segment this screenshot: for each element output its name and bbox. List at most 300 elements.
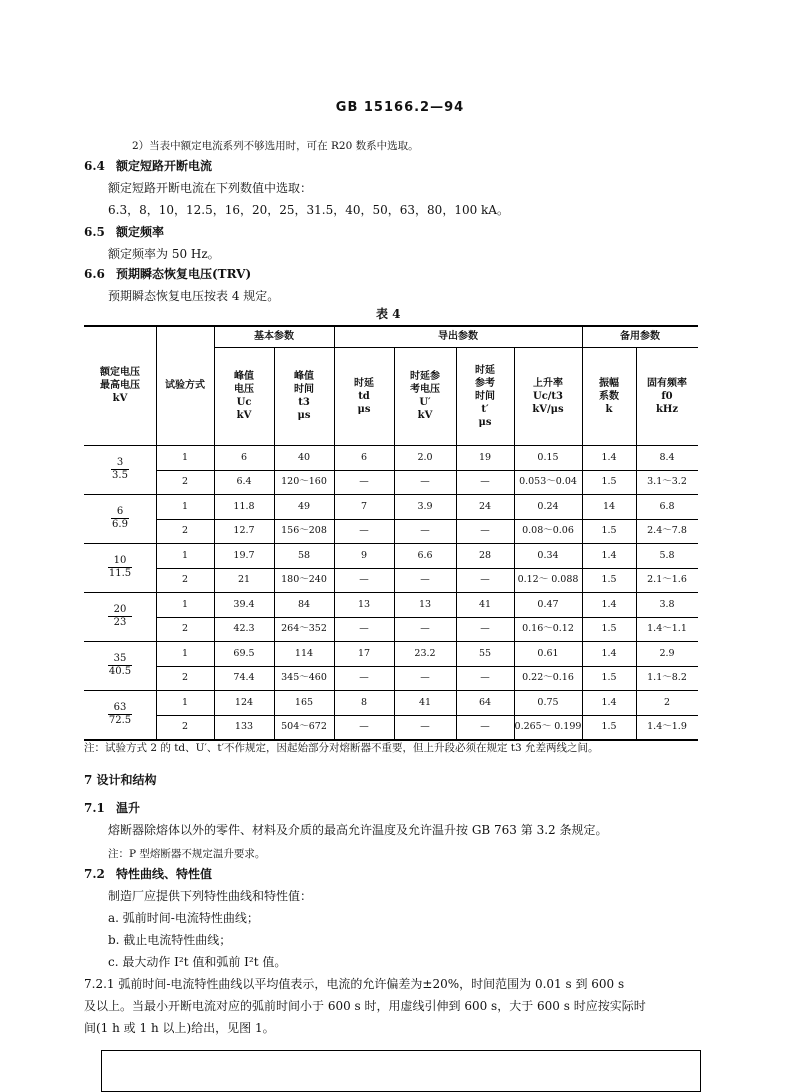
- table-cell: [394, 494, 456, 519]
- table-cell: [636, 543, 698, 568]
- table-cell: [582, 617, 636, 642]
- group-header-label: 备用参数: [620, 330, 660, 342]
- column-header: [394, 347, 456, 445]
- table-cell: [214, 494, 274, 519]
- max-voltage: 3.5: [112, 470, 128, 481]
- column-header-line: μs: [297, 410, 311, 421]
- voltage-fraction: [103, 653, 137, 678]
- table-cell: [394, 666, 456, 691]
- table-cell: [394, 568, 456, 593]
- table-title: 表 4: [376, 307, 401, 321]
- cell-value: 156～208: [281, 525, 327, 537]
- table-cell: [582, 641, 636, 666]
- max-voltage: 40.5: [108, 666, 132, 677]
- cell-value: 133: [234, 721, 254, 733]
- cell-value: 0.61: [537, 647, 559, 659]
- column-header-line: μs: [357, 403, 371, 415]
- cell-value: 345～460: [281, 672, 327, 684]
- table-cell: [394, 445, 456, 470]
- column-header-line: kV: [417, 410, 433, 421]
- table-cell: [334, 470, 394, 495]
- table-cell: [274, 568, 334, 593]
- table-cell: [636, 519, 698, 544]
- table-cell: [514, 445, 582, 470]
- cell-value: 1.4: [601, 647, 617, 659]
- cell-value: 42.3: [233, 623, 255, 635]
- section-7-2-number: 7.2: [84, 867, 105, 881]
- column-header-line: 峰值: [234, 371, 254, 382]
- table-cell: [456, 543, 514, 568]
- table-cell: [274, 641, 334, 666]
- max-voltage: 6.9: [112, 519, 128, 530]
- group-header: [582, 325, 698, 347]
- table-cell: [636, 592, 698, 617]
- column-header-line: 固有频率: [647, 377, 687, 389]
- column-header: [274, 347, 334, 445]
- column-header-line: 时延参: [410, 371, 440, 382]
- table-cell: [456, 666, 514, 691]
- cell-value: 2: [181, 525, 189, 537]
- cell-value: —: [359, 623, 369, 635]
- section-6-6-title: 预期瞬态恢复电压(TRV): [116, 267, 252, 281]
- table-cell: [394, 690, 456, 715]
- table-cell: [274, 519, 334, 544]
- cell-value: 19: [478, 451, 492, 463]
- cell-value: 165: [294, 696, 314, 708]
- cell-value: 0.265～ 0.199: [514, 721, 582, 733]
- max-voltage: 11.5: [108, 568, 132, 579]
- table-cell: [274, 494, 334, 519]
- column-header-line: 振幅: [599, 377, 619, 389]
- cell-value: —: [480, 525, 490, 537]
- voltage-cell: [84, 690, 156, 739]
- cell-value: 120～160: [281, 476, 327, 488]
- table-cell: [394, 543, 456, 568]
- column-header: [84, 325, 156, 445]
- table-cell: [514, 592, 582, 617]
- column-header-line: 最高电压: [100, 379, 140, 391]
- table-cell: [514, 470, 582, 495]
- table-cell: [582, 592, 636, 617]
- voltage-fraction: [106, 506, 134, 531]
- column-header-line: 参考: [475, 377, 495, 389]
- column-header: [582, 347, 636, 445]
- table-cell: [156, 617, 214, 642]
- cell-value: 28: [478, 549, 492, 561]
- table-cell: [394, 519, 456, 544]
- cell-value: —: [420, 623, 430, 635]
- cell-value: 1.5: [601, 623, 617, 635]
- table-cell: [456, 715, 514, 740]
- cell-value: 2: [181, 476, 189, 488]
- table-cell: [636, 617, 698, 642]
- column-header: [514, 347, 582, 445]
- cell-value: 1.4: [601, 451, 617, 463]
- table-cell: [636, 568, 698, 593]
- column-header-line: U′: [419, 397, 431, 408]
- table-cell: [334, 568, 394, 593]
- cell-value: 1.5: [601, 672, 617, 684]
- cell-value: 2.0: [417, 451, 433, 463]
- cell-value: 180～240: [281, 574, 327, 586]
- section-6-5-title: 额定频率: [116, 225, 165, 239]
- table-cell: [456, 445, 514, 470]
- cell-value: 6.6: [417, 549, 433, 561]
- column-header-line: Uc/t3: [532, 390, 564, 402]
- cell-value: 0.22～0.16: [522, 672, 574, 684]
- section-7-2-1-line2: 及以上。当最小开断电流对应的弧前时间小于 600 s 时，用虚线引伸到 600 s，大于 600 s 时应按实际时: [84, 999, 646, 1013]
- table-cell: [214, 666, 274, 691]
- section-7-1-number: 7.1: [84, 801, 105, 815]
- table-cell: [582, 470, 636, 495]
- cell-value: 3.8: [659, 598, 675, 610]
- cell-value: 2: [181, 623, 189, 635]
- cell-value: 55: [478, 647, 492, 659]
- table-cell: [456, 592, 514, 617]
- table-cell: [334, 543, 394, 568]
- cell-value: 6: [240, 451, 248, 463]
- table-cell: [456, 690, 514, 715]
- list-item-c: c. 最大动作 I²t 值和弧前 I²t 值。: [108, 955, 287, 969]
- table-cell: [156, 592, 214, 617]
- table-cell: [274, 690, 334, 715]
- cell-value: 6.8: [659, 500, 675, 512]
- section-6-6-number: 6.6: [84, 267, 105, 281]
- cell-value: 1.4～1.9: [647, 721, 687, 733]
- column-header-line: td: [358, 390, 370, 402]
- table-cell: [156, 519, 214, 544]
- group-header: [334, 325, 582, 347]
- table-note: 注：试验方式 2 的 td、U′、t′不作规定，因起始部分对熔断器不重要，但上升段必须在规定 t3 允差两线之间。: [84, 742, 599, 754]
- table-cell: [456, 617, 514, 642]
- cell-value: 1: [181, 451, 189, 463]
- table-cell: [274, 666, 334, 691]
- table-cell: [514, 690, 582, 715]
- table-cell: [214, 641, 274, 666]
- cell-value: —: [420, 672, 430, 684]
- column-header-line: μs: [478, 416, 492, 428]
- cell-value: 1.4: [601, 598, 617, 610]
- table-cell: [456, 519, 514, 544]
- column-header: [334, 347, 394, 445]
- table-cell: [274, 470, 334, 495]
- voltage-cell: [84, 641, 156, 690]
- cell-value: 124: [234, 696, 254, 708]
- cell-value: 1.5: [601, 525, 617, 537]
- cell-value: 114: [294, 647, 314, 659]
- group-header-label: 基本参数: [254, 330, 294, 342]
- table-cell: [636, 445, 698, 470]
- column-header-line: 考电压: [410, 384, 440, 395]
- table-cell: [334, 445, 394, 470]
- rated-voltage: 63: [108, 702, 133, 715]
- table-cell: [582, 445, 636, 470]
- section-7-2-1-line3: 间(1 h 或 1 h 以上)给出，见图 1。: [84, 1021, 275, 1035]
- section-6-4-values: 6.3，8，10，12.5，16，20，25，31.5，40，50，63，80，100 kA。: [108, 203, 509, 217]
- section-7-2-1-line1: 7.2.1 弧前时间-电流特性曲线以平均值表示，电流的允许偏差为±20%，时间范围为 0.01 s 到 600 s: [84, 977, 625, 991]
- table-cell: [156, 715, 214, 740]
- column-header-line: 电压: [234, 384, 254, 395]
- table-cell: [394, 715, 456, 740]
- table-cell: [156, 445, 214, 470]
- table-cell: [156, 470, 214, 495]
- cell-value: 7: [360, 500, 368, 512]
- cell-value: —: [359, 574, 369, 586]
- table-cell: [274, 715, 334, 740]
- table-cell: [214, 592, 274, 617]
- voltage-cell: [84, 543, 156, 592]
- table-cell: [156, 641, 214, 666]
- cell-value: 0.24: [537, 500, 559, 512]
- column-header-line: Uc: [236, 397, 252, 408]
- table-cell: [636, 470, 698, 495]
- cell-value: —: [420, 721, 430, 733]
- cell-value: 3.1～3.2: [647, 476, 687, 488]
- cell-value: 6: [360, 451, 368, 463]
- max-voltage: 23: [113, 617, 127, 628]
- column-header-line: 额定电压: [100, 366, 140, 378]
- cell-value: 1.5: [601, 574, 617, 586]
- cell-value: 9: [360, 549, 368, 561]
- table-cell: [214, 519, 274, 544]
- cell-value: —: [480, 476, 490, 488]
- cell-value: 504～672: [281, 721, 327, 733]
- section-6-4-number: 6.4: [84, 159, 105, 173]
- rated-voltage: 6: [111, 506, 129, 519]
- table-cell: [456, 641, 514, 666]
- cell-value: 6.4: [236, 476, 252, 488]
- section-6-5-number: 6.5: [84, 225, 105, 239]
- cell-value: 2: [663, 696, 671, 708]
- column-header-line: k: [605, 403, 613, 415]
- table-cell: [214, 543, 274, 568]
- table-cell: [156, 666, 214, 691]
- cell-value: 2: [181, 672, 189, 684]
- cell-value: 5.8: [659, 549, 675, 561]
- cell-value: 14: [602, 500, 616, 512]
- table-cell: [636, 641, 698, 666]
- group-header-label: 导出参数: [438, 330, 478, 342]
- table-cell: [636, 715, 698, 740]
- table-cell: [214, 470, 274, 495]
- table-cell: [214, 715, 274, 740]
- table-cell: [274, 617, 334, 642]
- cell-value: —: [480, 623, 490, 635]
- column-header: [214, 347, 274, 445]
- cell-value: —: [420, 476, 430, 488]
- cell-value: —: [420, 574, 430, 586]
- rated-voltage: 35: [108, 653, 133, 666]
- voltage-fraction: [103, 702, 137, 727]
- cell-value: —: [359, 476, 369, 488]
- page-header: GB 15166.2—94: [335, 100, 465, 115]
- column-header-line: kV/μs: [532, 403, 564, 415]
- column-header: [636, 347, 698, 445]
- table-cell: [156, 494, 214, 519]
- cell-value: 13: [418, 598, 432, 610]
- column-header: [456, 347, 514, 445]
- table-4: [84, 325, 698, 735]
- cell-value: 12.7: [233, 525, 255, 537]
- cell-value: 24: [478, 500, 492, 512]
- section-7-2-text: 制造厂应提供下列特性曲线和特性值：: [108, 889, 313, 903]
- cell-value: 21: [237, 574, 251, 586]
- voltage-cell: [84, 494, 156, 543]
- table-cell: [334, 592, 394, 617]
- column-header-line: 系数: [599, 390, 619, 402]
- cell-value: 11.8: [233, 500, 255, 512]
- cell-value: 64: [478, 696, 492, 708]
- cell-value: 1.5: [601, 721, 617, 733]
- cell-value: 3.9: [417, 500, 433, 512]
- cell-value: 69.5: [233, 647, 255, 659]
- cell-value: 40: [297, 451, 311, 463]
- table-cell: [456, 470, 514, 495]
- cell-value: 0.34: [537, 549, 559, 561]
- cell-value: 8.4: [659, 451, 675, 463]
- rated-voltage: 3: [111, 457, 129, 470]
- cell-value: —: [359, 672, 369, 684]
- table-cell: [334, 690, 394, 715]
- table-cell: [156, 568, 214, 593]
- cell-value: 1: [181, 647, 189, 659]
- cell-value: —: [480, 672, 490, 684]
- cell-value: 1.4～1.1: [647, 623, 687, 635]
- column-header-line: 上升率: [533, 377, 563, 389]
- cell-value: 0.15: [537, 451, 559, 463]
- column-header-line: 时间: [294, 384, 314, 395]
- cell-value: 84: [297, 598, 311, 610]
- table-cell: [582, 543, 636, 568]
- table-cell: [514, 715, 582, 740]
- table-cell: [334, 715, 394, 740]
- max-voltage: 72.5: [108, 715, 132, 726]
- cell-value: 23.2: [414, 647, 436, 659]
- cell-value: —: [480, 721, 490, 733]
- section-6-5-text: 额定频率为 50 Hz。: [108, 247, 220, 261]
- table-cell: [394, 641, 456, 666]
- cell-value: 1.5: [601, 476, 617, 488]
- cell-value: 0.16～0.12: [522, 623, 574, 635]
- section-6-4-text: 额定短路开断电流在下列数值中选取：: [108, 181, 313, 195]
- list-item-a: a. 弧前时间-电流特性曲线；: [108, 911, 259, 925]
- cell-value: 41: [478, 598, 492, 610]
- table-cell: [514, 543, 582, 568]
- cell-value: 17: [357, 647, 371, 659]
- table-cell: [334, 617, 394, 642]
- figure-frame: [101, 1050, 701, 1092]
- table-cell: [514, 666, 582, 691]
- table-cell: [156, 543, 214, 568]
- table-cell: [582, 494, 636, 519]
- table-cell: [456, 494, 514, 519]
- cell-value: 0.47: [537, 598, 559, 610]
- column-header-line: 时延: [354, 377, 374, 389]
- cell-value: 74.4: [233, 672, 255, 684]
- column-header-line: 时延: [475, 364, 495, 376]
- cell-value: 1.4: [601, 549, 617, 561]
- voltage-fraction: [108, 604, 133, 629]
- table-cell: [582, 690, 636, 715]
- voltage-fraction: [103, 555, 137, 580]
- table-cell: [274, 592, 334, 617]
- cell-value: 8: [360, 696, 368, 708]
- table-cell: [394, 592, 456, 617]
- table-cell: [456, 568, 514, 593]
- table-cell: [274, 543, 334, 568]
- cell-value: 19.7: [233, 549, 255, 561]
- section-6-6-text: 预期瞬态恢复电压按表 4 规定。: [108, 289, 280, 303]
- cell-value: 0.053～0.04: [519, 476, 577, 488]
- cell-value: 1: [181, 696, 189, 708]
- cell-value: —: [359, 525, 369, 537]
- footnote-2: 2）当表中额定电流系列不够选用时，可在 R20 数系中选取。: [132, 140, 419, 152]
- column-header-line: f0: [661, 390, 673, 402]
- table-cell: [156, 690, 214, 715]
- table-cell: [214, 690, 274, 715]
- voltage-cell: [84, 592, 156, 641]
- column-header-line: 试验方式: [165, 379, 205, 391]
- section-6-4-title: 额定短路开断电流: [116, 159, 213, 173]
- list-item-b: b. 截止电流特性曲线；: [108, 933, 232, 947]
- table-cell: [334, 519, 394, 544]
- cell-value: 2.1～1.6: [647, 574, 687, 586]
- section-7-title: 7 设计和结构: [84, 773, 157, 787]
- cell-value: 2.9: [659, 647, 675, 659]
- cell-value: 1.4: [601, 696, 617, 708]
- table-cell: [514, 568, 582, 593]
- voltage-cell: [84, 445, 156, 494]
- rated-voltage: 20: [108, 604, 133, 617]
- cell-value: 1: [181, 598, 189, 610]
- voltage-fraction: [106, 457, 134, 482]
- table-cell: [514, 494, 582, 519]
- cell-value: 0.12～ 0.088: [517, 574, 579, 586]
- rated-voltage: 10: [108, 555, 133, 568]
- cell-value: 39.4: [233, 598, 255, 610]
- column-header-line: t3: [298, 397, 310, 408]
- cell-value: 2.4～7.8: [647, 525, 687, 537]
- cell-value: 13: [357, 598, 371, 610]
- column-header-line: kV: [112, 392, 128, 404]
- cell-value: 0.75: [537, 696, 559, 708]
- cell-value: 264～352: [281, 623, 327, 635]
- cell-value: 2: [181, 574, 189, 586]
- table-cell: [582, 715, 636, 740]
- table-cell: [636, 494, 698, 519]
- column-header-line: 峰值: [294, 371, 314, 382]
- cell-value: 0.08～0.06: [522, 525, 574, 537]
- column-header: [156, 325, 214, 445]
- table-cell: [636, 690, 698, 715]
- section-7-1-title: 温升: [116, 801, 141, 815]
- column-header-line: kHz: [655, 403, 679, 415]
- table-cell: [214, 445, 274, 470]
- column-header-line: kV: [236, 410, 252, 421]
- table-cell: [514, 519, 582, 544]
- table-cell: [394, 470, 456, 495]
- column-header-line: t′: [481, 403, 489, 415]
- table-cell: [582, 519, 636, 544]
- section-7-2-title: 特性曲线、特性值: [116, 867, 213, 881]
- table-cell: [334, 494, 394, 519]
- table-cell: [274, 445, 334, 470]
- cell-value: 49: [297, 500, 311, 512]
- table-cell: [582, 568, 636, 593]
- cell-value: 2: [181, 721, 189, 733]
- cell-value: 58: [297, 549, 311, 561]
- group-header: [214, 325, 334, 347]
